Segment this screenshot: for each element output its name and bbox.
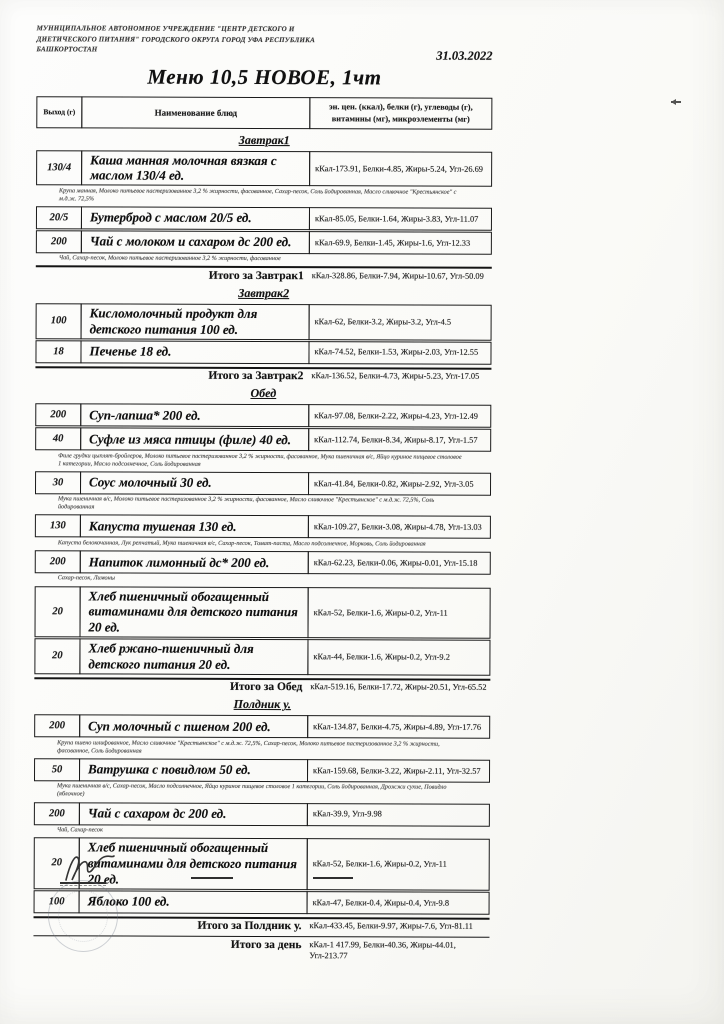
menu-title: Меню 10,5 НОВОЕ, 1чт	[147, 64, 382, 89]
dish-nutrition: кКал-52, Белки-1.6, Жиры-0.2, Угл-11	[307, 838, 490, 890]
dish-name: Хлеб пшеничный обогащенный витаминами для детского питания 20 ед.	[80, 586, 309, 638]
section-total-label: Итого за Завтрак1	[208, 269, 304, 283]
dish-output: 200	[34, 714, 80, 737]
dish-name: Соус молочный 30 ед.	[80, 471, 309, 495]
dish-name: Суфле из мяса птицы (филе) 40 ед.	[80, 427, 309, 451]
ingredients-note: Мука пшеничная в/с, Сахар-песок, Масло подсолнечное, Яйцо куриное пищевое столовое 1 категории, Соль йодированная, Дрожжи сухие, Повидло (яблочное)	[56, 782, 447, 798]
ingredients-note: Чай, Сахар-песок, Молоко питьевое пастеризованное 3,2 % жирности, фасованное	[58, 254, 281, 263]
dish-name: Напиток лимонный дс* 200 ед.	[80, 550, 309, 574]
dish-name: Кисломолочный продукт для детского питания 100 ед.	[81, 303, 310, 340]
dish-output: 20	[34, 837, 80, 889]
section-total-values: кКал-136.52, Белки-4.73, Жиры-5.23, Угл-17.05	[311, 371, 480, 381]
dish-row	[35, 471, 491, 496]
dish-row	[36, 206, 492, 231]
dish-nutrition: кКал-159.68, Белки-3.22, Жиры-2.11, Угл-32.57	[307, 759, 490, 783]
section-total-label: Итого за Завтрак2	[208, 369, 304, 383]
dish-row	[36, 150, 492, 187]
dish-name: Хлеб пшеничный обогащенный витаминами для детского питания 20 ед.	[79, 837, 308, 889]
dish-output: 20/5	[36, 206, 82, 229]
org-line-1: МУНИЦИПАЛЬНОЕ АВТОНОМНОЕ УЧРЕЖДЕНИЕ "ЦЕНТР ДЕТСКОГО И	[36, 24, 295, 34]
ingredients-note: Филе грудки цыплят-бройлеров, Молоко питьевое пастеризованное 3,2 % жирности, фасованное, Мука пшеничная в/с, Яйцо куриное пищевое столовое 1 категории, Масло подсолнечное, Соль йодированная	[58, 451, 462, 468]
dish-output: 100	[36, 303, 82, 339]
dish-nutrition: кКал-41.84, Белки-0.82, Жиры-2.92, Угл-3.05	[308, 472, 491, 496]
section-total-row	[35, 366, 491, 383]
dish-name: Капуста тушеная 130 ед.	[80, 515, 309, 539]
dish-output: 200	[36, 230, 82, 253]
dish-output: 200	[35, 403, 81, 426]
dish-output: 200	[34, 802, 80, 825]
dish-output: 20	[35, 586, 81, 638]
section-total-values: кКал-328.86, Белки-7.94, Жиры-10.67, Угл-50.09	[311, 271, 484, 281]
dish-nutrition: кКал-85.05, Белки-1.64, Жиры-3.83, Угл-11.07	[309, 207, 492, 231]
dish-output: 30	[35, 471, 81, 494]
dish-row	[35, 586, 491, 639]
dish-name: Ватрушка с повидлом 50 ед.	[79, 758, 308, 782]
dish-row	[35, 515, 491, 540]
day-total-label: Итого за день	[230, 938, 302, 951]
dish-name: Печенье 18 ед.	[80, 340, 309, 364]
col-header-dish: Наименование блюд	[81, 96, 310, 129]
section-total-values: кКал-519.16, Белки-17.72, Жиры-20.51, Угл-65.52	[310, 682, 487, 693]
section-total-label: Итого за Полдник у.	[197, 919, 302, 933]
dish-nutrition: кКал-74.52, Белки-1.53, Жиры-2.03, Угл-12.55	[308, 341, 491, 365]
section-total-row	[34, 677, 490, 694]
dish-nutrition: кКал-39.9, Угл-9.98	[307, 803, 490, 827]
dish-nutrition: кКал-112.74, Белки-8.34, Жиры-8.17, Угл-1.57	[308, 428, 491, 452]
dish-row	[35, 427, 491, 452]
section-total-values: кКал-433.45, Белки-9.97, Жиры-7.6, Угл-81.11	[309, 921, 473, 931]
dish-nutrition: кКал-44, Белки-1.6, Жиры-0.2, Угл-9.2	[307, 639, 490, 675]
section-label: Завтрак2	[238, 285, 290, 300]
section-label: Полдник у.	[233, 697, 291, 712]
ingredients-note: Сахар-песок, Лимоны	[57, 574, 115, 582]
dish-name: Хлеб ржано-пшеничный для детского питания 20 ед.	[79, 638, 308, 675]
dish-row	[36, 230, 492, 255]
dish-nutrition: кКал-62.23, Белки-0.06, Жиры-0.01, Угл-15.18	[308, 551, 491, 575]
ingredients-note: Крупа манная, Молоко питьевое пастеризованное 3,2 % жирности, фасованное, Сахар-песок, Соль йодированная, Масло сливочное "Крестьянское" с м.д.ж. 72,5%	[59, 187, 457, 203]
dish-row	[35, 403, 491, 428]
dish-name: Бутерброд с маслом 20/5 ед.	[81, 206, 310, 230]
dish-nutrition: кКал-52, Белки-1.6, Жиры-0.2, Угл-11	[308, 587, 491, 639]
dish-output: 100	[34, 890, 80, 913]
org-line-2: ДИЕТИЧЕСКОГО ПИТАНИЯ" ГОРОДСКОГО ОКРУГА ГОРОД УФА РЕСПУБЛИКА	[36, 34, 315, 44]
signature-line	[313, 877, 353, 879]
dish-name: Яблоко 100 ед.	[79, 890, 308, 914]
dish-output: 20	[34, 638, 80, 674]
dish-output: 130	[35, 515, 81, 538]
section-total-label: Итого за Обед	[229, 681, 303, 694]
dish-name: Суп молочный с пшеном 200 ед.	[79, 715, 308, 739]
ingredients-note: Капуста белокочанная, Лук репчатый, Мука пшеничная в/с, Сахар-песок, Томат-паста, Масло подсолнечное, Морковь, Соль йодированная	[57, 539, 426, 548]
org-line-3: БАШКОРТОСТАН	[36, 45, 98, 54]
organization-name	[37, 23, 337, 56]
section-label: Обед	[250, 386, 277, 401]
section-total-row	[36, 266, 492, 283]
section-label: Завтрак1	[238, 132, 290, 147]
document-date: 31.03.2022	[436, 48, 493, 63]
dish-name: Чай с сахаром дс 200 ед.	[79, 802, 308, 826]
dish-output: 50	[34, 758, 80, 781]
dish-name: Суп-лапша* 200 ед.	[80, 403, 309, 427]
document-body	[33, 23, 492, 967]
dish-output: 130/4	[36, 150, 82, 186]
dish-row	[34, 714, 490, 739]
ingredients-note: Мука пшеничная в/с, Молоко питьевое пастеризованное 3,2 % жирности, фасованное, Масло сливочное "Крестьянское" с м.д.ж. 72,5%, Соль йодированная	[57, 495, 435, 511]
dish-nutrition: кКал-109.27, Белки-3.08, Жиры-4.78, Угл-13.03	[308, 516, 491, 540]
dish-name: Чай с молоком и сахаром дс 200 ед.	[81, 230, 310, 254]
ingredients-note: Чай, Сахар-песок	[56, 826, 103, 834]
dish-name: Каша манная молочная вязкая с маслом 130/4 ед.	[81, 150, 310, 187]
table-header-row	[36, 96, 492, 130]
col-header-nutrition: эн. цен. (ккал), белки (г), углеводы (г), витамины (мг), микроэлементы (мг)	[309, 97, 492, 130]
dish-nutrition: кКал-62, Белки-3.2, Жиры-3.2, Угл-4.5	[309, 304, 492, 340]
ingredients-note: Крупа пшено шлифованное, Масло сливочное "Крестьянское" с м.д.ж. 72,5%, Сахар-песок, Молоко питьевое пастеризованное 3,2 % жирности, фасованное, Соль йодированная	[57, 739, 440, 755]
dish-row	[35, 550, 491, 575]
dish-row	[34, 758, 490, 783]
signature-line	[191, 877, 233, 879]
dish-nutrition: кКал-69.9, Белки-1.45, Жиры-1.6, Угл-12.33	[309, 231, 492, 255]
dish-row	[34, 802, 490, 827]
dish-nutrition: кКал-173.91, Белки-4.85, Жиры-5.24, Угл-26.69	[309, 151, 492, 187]
dish-nutrition: кКал-97.08, Белки-2.22, Жиры-4.23, Угл-12.49	[308, 404, 491, 428]
dish-output: 40	[35, 427, 81, 450]
dish-nutrition: кКал-47, Белки-0.4, Жиры-0.4, Угл-9.8	[307, 891, 490, 915]
dish-row	[34, 638, 490, 675]
dish-output: 200	[35, 550, 81, 573]
col-header-output: Выход (г)	[36, 96, 82, 128]
scan-artifact	[671, 101, 681, 108]
dish-row	[35, 340, 491, 365]
day-total-values: кКал-1 417.99, Белки-40.36, Жиры-44.01, Угл-213.77	[309, 939, 456, 961]
menu-table-body	[33, 132, 492, 963]
dish-output: 18	[35, 340, 81, 363]
dish-row	[36, 303, 492, 340]
dish-nutrition: кКал-134.87, Белки-4.75, Жиры-4.89, Угл-17.76	[307, 715, 490, 739]
